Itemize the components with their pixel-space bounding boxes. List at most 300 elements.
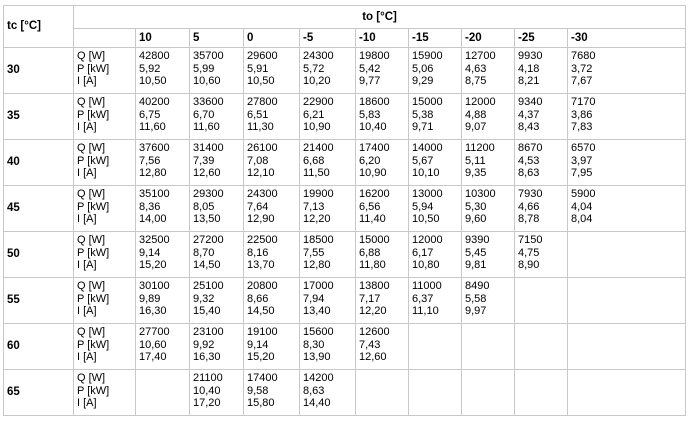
table-cell [515, 186, 568, 232]
cell-value: 6,56 [359, 200, 381, 213]
quantity-label: P [kW] [77, 292, 110, 305]
to-value-header: -25 [515, 29, 568, 48]
table-row [4, 48, 686, 94]
table-cell [462, 232, 515, 278]
cell-value: 14000 [412, 142, 443, 154]
performance-table [3, 5, 686, 416]
cell-value: 15000 [412, 96, 443, 108]
cell-value: 5,38 [412, 108, 434, 121]
table-cell [190, 186, 244, 232]
cell-value: 6,37 [412, 292, 434, 305]
cell-value: 15000 [359, 234, 390, 246]
cell-value: 15,40 [193, 305, 221, 317]
cell-value: 14,50 [247, 305, 275, 317]
cell-value: 9,89 [139, 292, 161, 305]
empty-cell [568, 370, 686, 416]
table-cell [568, 186, 686, 232]
tc-value: 45 [4, 186, 74, 232]
cell-value: 5,45 [465, 246, 487, 259]
cell-value: 17400 [359, 142, 390, 154]
quantity-label: Q [W] [77, 280, 106, 292]
tc-value: 50 [4, 232, 74, 278]
cell-value: 13,50 [193, 213, 221, 225]
cell-value: 20800 [247, 280, 278, 292]
cell-value: 6,17 [412, 246, 434, 259]
cell-value: 10,90 [303, 121, 331, 133]
cell-value: 27700 [139, 326, 170, 338]
empty-cell [515, 370, 568, 416]
cell-value: 8,16 [247, 246, 269, 259]
cell-value: 11,10 [412, 305, 439, 317]
cell-value: 5,91 [247, 62, 269, 75]
cell-value: 15900 [412, 50, 443, 62]
table-cell [568, 94, 686, 140]
empty-cell [568, 232, 686, 278]
table-cell [462, 186, 515, 232]
table-cell [190, 140, 244, 186]
quantity-labels [74, 232, 136, 278]
table-cell [190, 370, 244, 416]
tc-value: 60 [4, 324, 74, 370]
empty-cell [409, 324, 462, 370]
cell-value: 3,97 [571, 154, 593, 167]
cell-value: 6,68 [303, 154, 325, 167]
table-row [4, 140, 686, 186]
cell-value: 9,07 [465, 121, 487, 133]
cell-value: 12700 [465, 50, 496, 62]
cell-value: 7,17 [359, 292, 381, 305]
table-cell [244, 186, 300, 232]
table-cell [568, 140, 686, 186]
table-cell [356, 140, 409, 186]
to-value-header: -5 [300, 29, 356, 48]
tc-header: tc [°C] [4, 6, 74, 48]
cell-value: 11,60 [139, 121, 166, 133]
table-cell [136, 94, 190, 140]
quantity-label: I [A] [77, 351, 97, 363]
cell-value: 13,90 [303, 351, 331, 363]
table-cell [244, 232, 300, 278]
cell-value: 11,30 [247, 121, 274, 133]
table-cell [515, 232, 568, 278]
cell-value: 7,83 [571, 121, 593, 133]
cell-value: 23100 [193, 326, 224, 338]
table-cell [136, 48, 190, 94]
table-cell [244, 370, 300, 416]
cell-value: 7170 [571, 96, 596, 108]
cell-value: 30100 [139, 280, 170, 292]
table-row [4, 324, 686, 370]
to-value-header: -20 [462, 29, 515, 48]
table-cell [300, 140, 356, 186]
quantity-label: Q [W] [77, 326, 106, 338]
quantity-header-blank [74, 29, 136, 48]
to-value-header: 10 [136, 29, 190, 48]
table-cell [356, 324, 409, 370]
empty-cell [462, 370, 515, 416]
cell-value: 4,18 [518, 62, 540, 75]
table-cell [136, 232, 190, 278]
cell-value: 19100 [247, 326, 278, 338]
table-cell [462, 94, 515, 140]
cell-value: 7,43 [359, 338, 381, 351]
cell-value: 8,05 [193, 200, 215, 213]
cell-value: 6,21 [303, 108, 325, 121]
table-row [4, 370, 686, 416]
table-cell [300, 278, 356, 324]
cell-value: 8,75 [465, 75, 487, 87]
cell-value: 12000 [465, 96, 496, 108]
to-value-header: 5 [190, 29, 244, 48]
quantity-label: P [kW] [77, 200, 110, 213]
header-row-1 [4, 6, 686, 29]
empty-cell [568, 324, 686, 370]
cell-value: 11200 [465, 142, 495, 154]
quantity-label: P [kW] [77, 246, 110, 259]
quantity-labels [74, 370, 136, 416]
cell-value: 11,80 [359, 259, 386, 271]
cell-value: 8,04 [571, 213, 593, 225]
cell-value: 16200 [359, 188, 390, 200]
cell-value: 9340 [518, 96, 543, 108]
table-cell [409, 186, 462, 232]
cell-value: 4,37 [518, 108, 540, 121]
quantity-label: I [A] [77, 167, 97, 179]
cell-value: 11,60 [193, 121, 220, 133]
cell-value: 29300 [193, 188, 224, 200]
cell-value: 12,20 [303, 213, 331, 225]
cell-value: 8,63 [518, 167, 540, 179]
cell-value: 7,95 [571, 167, 593, 179]
cell-value: 7930 [518, 188, 543, 200]
cell-value: 31400 [193, 142, 224, 154]
table-cell [356, 278, 409, 324]
quantity-label: P [kW] [77, 384, 110, 397]
cell-value: 5,06 [412, 62, 434, 75]
quantity-labels [74, 278, 136, 324]
cell-value: 7,13 [303, 200, 325, 213]
table-cell [136, 140, 190, 186]
tc-value: 40 [4, 140, 74, 186]
cell-value: 22500 [247, 234, 278, 246]
cell-value: 15,20 [139, 259, 167, 271]
cell-value: 10,50 [247, 75, 275, 87]
tc-value: 65 [4, 370, 74, 416]
table-cell [356, 186, 409, 232]
cell-value: 12,20 [359, 305, 387, 317]
cell-value: 12,10 [247, 167, 275, 179]
cell-value: 12,60 [359, 351, 387, 363]
cell-value: 7,55 [303, 246, 325, 259]
cell-value: 10,60 [139, 338, 167, 351]
cell-value: 17000 [303, 280, 334, 292]
cell-value: 8,78 [518, 213, 540, 225]
empty-cell [462, 324, 515, 370]
empty-cell [409, 370, 462, 416]
cell-value: 8,21 [518, 75, 540, 87]
cell-value: 12,60 [193, 167, 221, 179]
table-cell [244, 48, 300, 94]
cell-value: 12600 [359, 326, 390, 338]
cell-value: 10,40 [359, 121, 387, 133]
quantity-label: P [kW] [77, 154, 110, 167]
quantity-label: I [A] [77, 397, 97, 409]
table-cell [244, 140, 300, 186]
table-cell [136, 278, 190, 324]
table-cell [136, 324, 190, 370]
cell-value: 14,50 [193, 259, 221, 271]
table-row [4, 232, 686, 278]
quantity-labels [74, 140, 136, 186]
quantity-label: Q [W] [77, 188, 106, 200]
quantity-label: P [kW] [77, 108, 110, 121]
table-cell [244, 94, 300, 140]
quantity-label: P [kW] [77, 338, 110, 351]
cell-value: 9,14 [139, 246, 161, 259]
table-cell [356, 232, 409, 278]
table-row [4, 94, 686, 140]
quantity-label: I [A] [77, 259, 97, 271]
cell-value: 10,80 [412, 259, 440, 271]
cell-value: 12,80 [139, 167, 167, 179]
cell-value: 9,97 [465, 305, 487, 317]
cell-value: 6,75 [139, 108, 161, 121]
cell-value: 8,66 [247, 292, 269, 305]
table-cell [190, 324, 244, 370]
cell-value: 27800 [247, 96, 278, 108]
cell-value: 10,60 [193, 75, 221, 87]
table-cell [300, 186, 356, 232]
cell-value: 5900 [571, 188, 596, 200]
cell-value: 3,86 [571, 108, 593, 121]
table-cell [515, 48, 568, 94]
quantity-label: Q [W] [77, 96, 106, 108]
cell-value: 13000 [412, 188, 443, 200]
table-cell [409, 48, 462, 94]
cell-value: 13800 [359, 280, 390, 292]
cell-value: 9,81 [465, 259, 487, 271]
empty-cell [356, 370, 409, 416]
cell-value: 11000 [412, 280, 442, 292]
table-cell [300, 370, 356, 416]
cell-value: 6,20 [359, 154, 381, 167]
tc-value: 55 [4, 278, 74, 324]
table-cell [244, 278, 300, 324]
cell-value: 21100 [193, 372, 223, 384]
quantity-label: I [A] [77, 305, 97, 317]
empty-cell [568, 278, 686, 324]
quantity-label: Q [W] [77, 142, 106, 154]
cell-value: 15600 [303, 326, 334, 338]
quantity-labels [74, 186, 136, 232]
cell-value: 9,14 [247, 338, 269, 351]
cell-value: 21400 [303, 142, 334, 154]
table-cell [515, 94, 568, 140]
cell-value: 24300 [247, 188, 278, 200]
cell-value: 26100 [247, 142, 278, 154]
quantity-label: Q [W] [77, 50, 106, 62]
cell-value: 10,50 [139, 75, 167, 87]
cell-value: 17400 [247, 372, 278, 384]
cell-value: 4,63 [465, 62, 487, 75]
cell-value: 4,66 [518, 200, 540, 213]
cell-value: 18600 [359, 96, 390, 108]
cell-value: 13,40 [303, 305, 331, 317]
cell-value: 19800 [359, 50, 390, 62]
table-row [4, 278, 686, 324]
cell-value: 13,70 [247, 259, 275, 271]
quantity-labels [74, 324, 136, 370]
to-value-header: 0 [244, 29, 300, 48]
cell-value: 27200 [193, 234, 224, 246]
quantity-label: I [A] [77, 213, 97, 225]
quantity-label: Q [W] [77, 372, 106, 384]
cell-value: 8,43 [518, 121, 540, 133]
cell-value: 17,40 [139, 351, 167, 363]
cell-value: 10,20 [303, 75, 331, 87]
quantity-labels [74, 94, 136, 140]
cell-value: 5,83 [359, 108, 381, 121]
cell-value: 10300 [465, 188, 496, 200]
table-cell [462, 140, 515, 186]
cell-value: 7,64 [247, 200, 269, 213]
cell-value: 5,99 [193, 62, 215, 75]
cell-value: 12,80 [303, 259, 331, 271]
cell-value: 33600 [193, 96, 224, 108]
cell-value: 35700 [193, 50, 224, 62]
cell-value: 37600 [139, 142, 170, 154]
cell-value: 4,75 [518, 246, 540, 259]
quantity-label: I [A] [77, 121, 97, 133]
cell-value: 19900 [303, 188, 334, 200]
cell-value: 6,70 [193, 108, 215, 121]
cell-value: 35100 [139, 188, 170, 200]
cell-value: 18500 [303, 234, 334, 246]
cell-value: 16,30 [193, 351, 221, 363]
cell-value: 14200 [303, 372, 334, 384]
cell-value: 9,71 [412, 121, 434, 133]
cell-value: 7150 [518, 234, 543, 246]
empty-cell [136, 370, 190, 416]
cell-value: 12,90 [247, 213, 275, 225]
table-cell [136, 186, 190, 232]
table-cell [190, 232, 244, 278]
table-cell [409, 278, 462, 324]
empty-cell [515, 278, 568, 324]
table-cell [300, 48, 356, 94]
cell-value: 7,39 [193, 154, 215, 167]
table-cell [356, 94, 409, 140]
cell-value: 9,77 [359, 75, 381, 87]
cell-value: 29600 [247, 50, 278, 62]
cell-value: 11,50 [303, 167, 330, 179]
to-value-header: -30 [568, 29, 686, 48]
cell-value: 10,10 [412, 167, 440, 179]
cell-value: 9,60 [465, 213, 487, 225]
cell-value: 8,70 [193, 246, 215, 259]
cell-value: 5,94 [412, 200, 434, 213]
cell-value: 7,67 [571, 75, 593, 87]
cell-value: 14,00 [139, 213, 167, 225]
tc-value: 35 [4, 94, 74, 140]
cell-value: 5,67 [412, 154, 434, 167]
cell-value: 8,36 [139, 200, 161, 213]
quantity-label: Q [W] [77, 234, 106, 246]
table-cell [244, 324, 300, 370]
cell-value: 17,20 [193, 397, 221, 409]
table-cell [462, 48, 515, 94]
quantity-label: I [A] [77, 75, 97, 87]
table-cell [190, 48, 244, 94]
table-row [4, 186, 686, 232]
cell-value: 5,72 [303, 62, 325, 75]
cell-value: 9,29 [412, 75, 434, 87]
header-row-2 [4, 29, 686, 48]
table-cell [190, 278, 244, 324]
empty-cell [515, 324, 568, 370]
table-cell [300, 232, 356, 278]
cell-value: 11,40 [359, 213, 386, 225]
to-header: to [°C] [74, 6, 686, 29]
cell-value: 22900 [303, 96, 334, 108]
cell-value: 4,53 [518, 154, 540, 167]
cell-value: 4,04 [571, 200, 593, 213]
cell-value: 6570 [571, 142, 596, 154]
cell-value: 5,42 [359, 62, 381, 75]
cell-value: 6,88 [359, 246, 381, 259]
cell-value: 40200 [139, 96, 170, 108]
cell-value: 5,30 [465, 200, 487, 213]
cell-value: 9,35 [465, 167, 487, 179]
table-cell [190, 94, 244, 140]
cell-value: 4,88 [465, 108, 487, 121]
cell-value: 7,08 [247, 154, 269, 167]
table-cell [356, 48, 409, 94]
cell-value: 5,92 [139, 62, 161, 75]
cell-value: 10,40 [193, 384, 221, 397]
cell-value: 12000 [412, 234, 443, 246]
quantity-labels [74, 48, 136, 94]
cell-value: 9,92 [193, 338, 215, 351]
cell-value: 7,56 [139, 154, 161, 167]
table-cell [409, 94, 462, 140]
to-value-header: -10 [356, 29, 409, 48]
cell-value: 7,94 [303, 292, 325, 305]
tc-value: 30 [4, 48, 74, 94]
cell-value: 16,30 [139, 305, 167, 317]
cell-value: 7680 [571, 50, 596, 62]
cell-value: 8,30 [303, 338, 325, 351]
cell-value: 14,40 [303, 397, 331, 409]
cell-value: 9930 [518, 50, 543, 62]
cell-value: 15,80 [247, 397, 275, 409]
table-cell [300, 324, 356, 370]
table-cell [300, 94, 356, 140]
cell-value: 24300 [303, 50, 334, 62]
cell-value: 5,11 [465, 154, 486, 167]
to-value-header: -15 [409, 29, 462, 48]
cell-value: 9,58 [247, 384, 269, 397]
cell-value: 42800 [139, 50, 170, 62]
cell-value: 9390 [465, 234, 490, 246]
cell-value: 32500 [139, 234, 170, 246]
cell-value: 10,50 [412, 213, 440, 225]
quantity-label: P [kW] [77, 62, 110, 75]
table-cell [515, 140, 568, 186]
cell-value: 15,20 [247, 351, 275, 363]
table-cell [462, 278, 515, 324]
cell-value: 8,63 [303, 384, 325, 397]
